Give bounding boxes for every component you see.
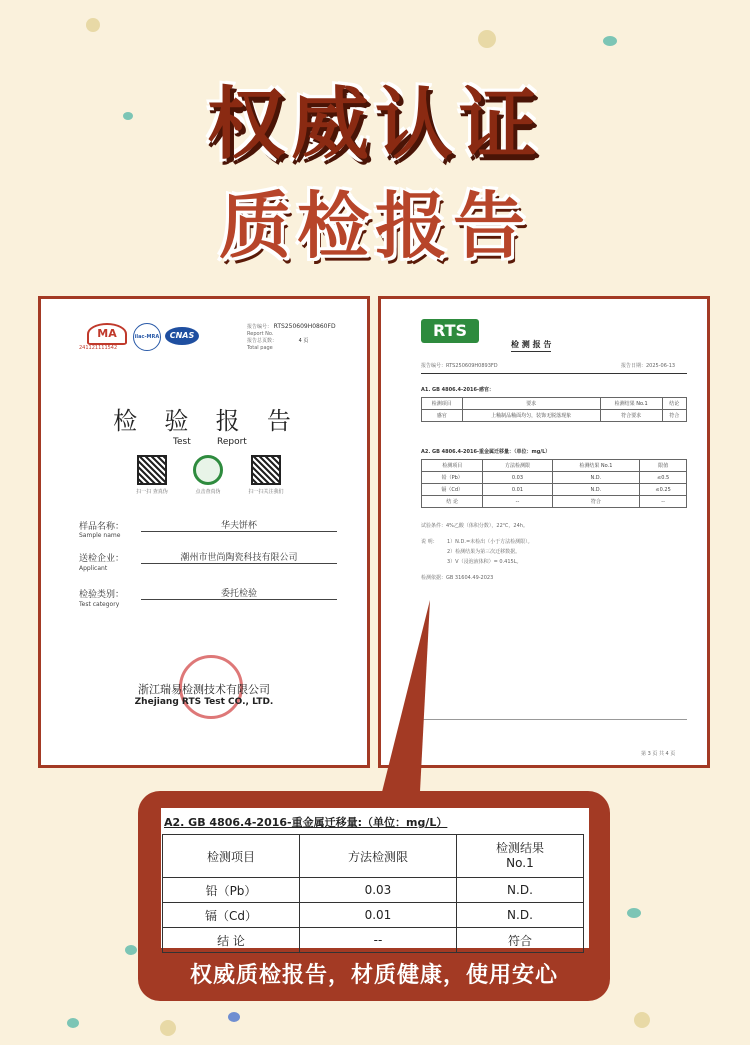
report-title: 检 验 报 告 [113, 407, 295, 435]
note-line: 2）检测结果为第三次迁移数据。 [447, 549, 521, 555]
table-cell: 镉（Cd） [422, 484, 483, 496]
table-header: 检测结果 No.1 [600, 398, 662, 410]
table-cell: N.D. [456, 878, 583, 903]
table-cell: -- [483, 496, 552, 508]
ilac-logo: ilac-MRA [133, 323, 161, 351]
total-pages-value: 4 页 [298, 338, 309, 344]
table-header: 检测结果 No.1 [552, 460, 640, 472]
report-title-en-left: Test [173, 437, 191, 447]
qr-caption: 扫一扫关注我们 [248, 489, 284, 495]
cma-number: 241121111542 [79, 345, 118, 351]
detail-title: 检 测 报 告 [511, 339, 551, 352]
table-cell: 符合 [552, 496, 640, 508]
zoom-section-title: A2. GB 4806.4-2016-重金属迁移量:（单位：mg/L） [164, 816, 448, 829]
table-cell: 符合要求 [600, 410, 662, 422]
table-header: 检测结果 No.1 [456, 835, 583, 878]
table-row [163, 903, 584, 928]
qr-caption: 点击查真伪 [195, 489, 221, 495]
page-number: 第 3 页 共 4 页 [641, 751, 676, 757]
table-header: 方法检测限 [483, 460, 552, 472]
category-en: Test category [79, 601, 120, 608]
table-cell: 0.01 [299, 903, 456, 928]
table-cell: 符合 [456, 928, 583, 953]
banner-title-line2: 质检报告 [218, 184, 531, 268]
test-condition: 试验条件：4%乙酸（体积分数），22℃，24h。 [421, 523, 528, 529]
sample-name-value: 华夫饼杯 [220, 521, 257, 531]
section-a2-title: A2. GB 4806.4-2016-重金属迁移量：（单位：mg/L） [421, 449, 551, 455]
sample-name-en: Sample name [79, 532, 121, 539]
company-name-en: Zhejiang RTS Test CO., LTD. [134, 697, 274, 707]
table-row [163, 878, 584, 903]
table-header: 方法检测限 [299, 835, 456, 878]
table-cell: 感官 [422, 410, 463, 422]
zoom-caption: 权威质检报告，材质健康，使用安心 [189, 963, 558, 988]
section-a1-title: A1. GB 4806.4-2016-感官： [421, 387, 495, 393]
table-cell: 上釉制品釉面均匀，装饰无脱落现象 [462, 410, 600, 422]
qr-caption: 扫一扫 查真伪 [136, 489, 168, 495]
applicant-label: 送检企业： [79, 554, 125, 564]
detail-report-no: 报告编号：RTS250609H0893FD [421, 363, 498, 369]
table-cell: 铅（Pb） [163, 878, 300, 903]
table-cell: 0.03 [483, 472, 552, 484]
table-cell: N.D. [456, 903, 583, 928]
table-row [163, 928, 584, 953]
category-label: 检验类别： [79, 590, 125, 600]
table-cell: ≤0.25 [640, 484, 687, 496]
table-header: 检测项目 [163, 835, 300, 878]
table-header: 检测项目 [422, 460, 483, 472]
table-cell: 符合 [662, 410, 686, 422]
table-header: 检测项目 [422, 398, 463, 410]
cnas-logo: CNAS [165, 327, 199, 345]
table-cell: 镉（Cd） [163, 903, 300, 928]
table-header: 结论 [662, 398, 686, 410]
cma-logo: MA [87, 323, 127, 345]
table-cell: 铅（Pb） [422, 472, 483, 484]
table-cell: -- [299, 928, 456, 953]
rts-logo: RTS [421, 319, 479, 343]
report-no-label: 报告编号： RTS250609H0860FD Report No. 报告总页数： 4 页 Total page [247, 323, 336, 351]
applicant-value: 潮州市世尚陶瓷科技有限公司 [180, 553, 298, 563]
test-method: 检测依据：GB 31604.49-2023 [421, 575, 494, 581]
report-no-value: RTS250609H0860FD [273, 323, 336, 330]
detail-report-date: 报告日期：2025-06-13 [621, 363, 676, 369]
table-cell: 0.01 [483, 484, 552, 496]
applicant-en: Applicant [79, 565, 108, 572]
table-header: 限值 [640, 460, 687, 472]
note-line: 1）N.D.=未检出（小于方法检测限）。 [447, 539, 533, 545]
table-cell: N.D. [552, 484, 640, 496]
zoom-table [162, 834, 584, 953]
company-name-cn: 浙江瑞易检测技术有限公司 [138, 683, 270, 696]
table-cell: 结 论 [163, 928, 300, 953]
category-value: 委托检验 [220, 589, 257, 599]
table-cell: ≤0.5 [640, 472, 687, 484]
note-line: 3）V（浸泡液体积）= 0.415L。 [447, 559, 522, 565]
notes-label: 说 明： [421, 539, 438, 545]
table-cell: N.D. [552, 472, 640, 484]
sample-name-label: 样品名称： [79, 522, 125, 532]
table-cell: -- [640, 496, 687, 508]
report-title-en-right: Report [217, 437, 247, 447]
table-cell: 结 论 [422, 496, 483, 508]
banner-title-line1: 权威认证 [206, 80, 543, 170]
table-header: 要求 [462, 398, 600, 410]
table-cell: 0.03 [299, 878, 456, 903]
